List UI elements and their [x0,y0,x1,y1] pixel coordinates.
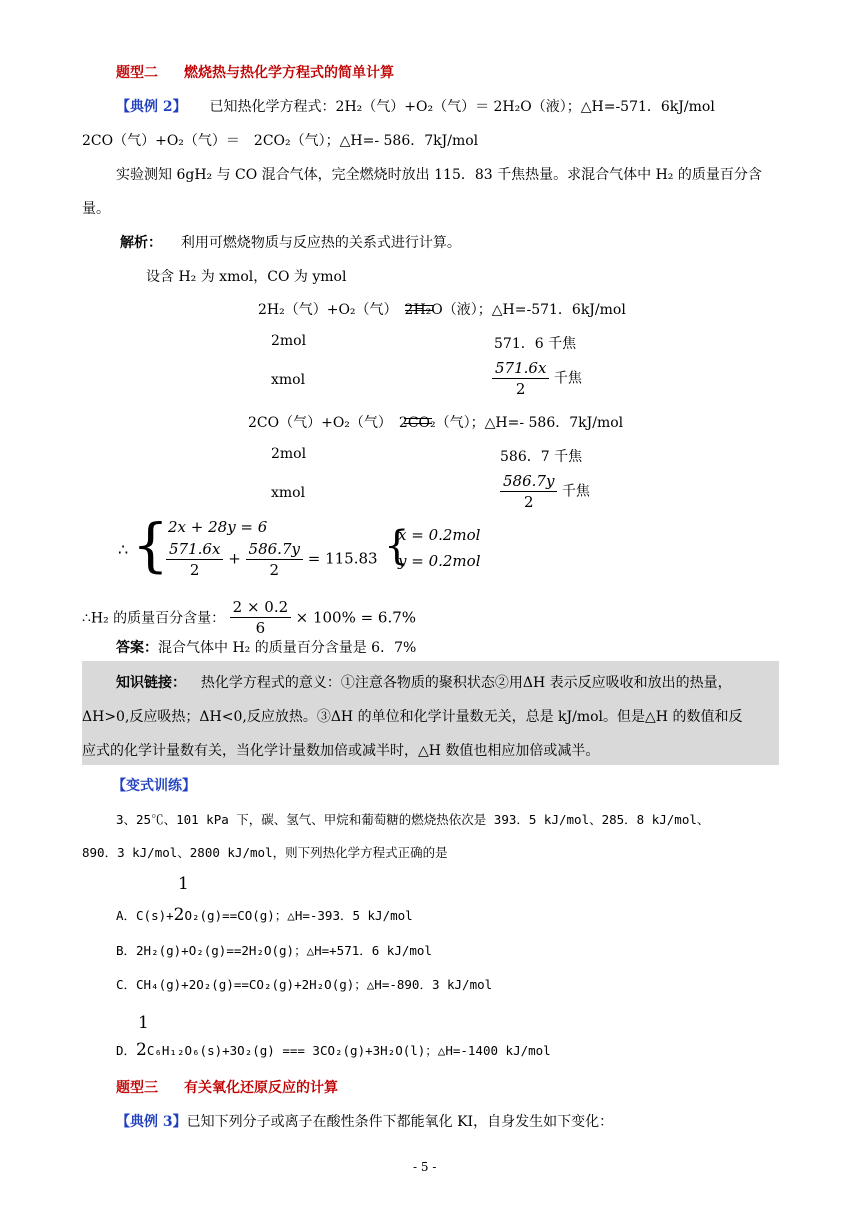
percentage-result: × 100% = 6.7% [295,608,417,627]
reaction-2-heat: 586．7 千焦 [500,449,583,465]
answer-label: 答案： [116,640,158,656]
section-heading [116,1077,338,1097]
equation-2: 2CO（气）+O₂（气）＝ 2CO₂（气）；△H=- 586．7kJ/mol [82,133,479,149]
reaction-1-heat: 571．6 千焦 [494,336,577,352]
reaction-1: 2H₂（气）+O₂（气） 2H₂O（液）；△H=-571．6kJ/mol [258,302,626,318]
half-numerator: 1 [138,1013,149,1033]
reaction-2-mol: 2mol [271,446,307,462]
reaction-2: 2CO（气）+O₂（气） 2CO₂（气）；△H=- 586．7kJ/mol [248,415,624,431]
option-b: B．2H₂(g)+O₂(g)==2H₂O(g)；△H=+571．6 kJ/mol [116,943,432,958]
half-denominator: 2 [173,905,185,925]
percentage-label: ∴H₂ 的质量百分含量： [82,610,226,627]
problem-line-1: 实验测知 6gH₂ 与 CO 混合气体，完全燃烧时放出 115．83 千焦热量。求混合气体中 H₂ 的质量百分含 [116,167,762,183]
option-d-prefix: D． [116,1043,137,1058]
example-label: 【典例 2】 [116,99,187,115]
solution-text: 利用可燃烧物质与反应热的关系式进行计算。 [180,235,461,251]
problem-line-2: 量。 [82,201,110,217]
fraction-denominator: 2 [189,561,200,579]
example-line [116,1111,613,1131]
example-label: 【典例 3】 [116,1114,187,1130]
percentage-line [82,598,416,637]
fraction-denominator: 2 [515,380,526,398]
knowledge-line-1 [116,672,732,692]
option-d [116,1040,551,1060]
reaction-2-fraction [500,472,590,511]
section-label: 题型三 [116,1080,158,1096]
fraction-numerator: 571.6x [166,540,223,560]
heat-unit: 千焦 [561,483,590,500]
therefore-symbol: ∴ [118,540,129,559]
equation-rhs: = 115.83 [307,549,378,568]
option-c: C．CH₄(g)+2O₂(g)==CO₂(g)+2H₂O(g)；△H=-890．3 kJ/mol [116,977,493,992]
option-a-prefix: A．C(s)+ [116,908,174,923]
section-title: 燃烧热与热化学方程式的简单计算 [184,65,394,81]
option-d-text: C₆H₁₂O₆(s)+3O₂(g) === 3CO₂(g)+3H₂O(l)；△H=-1400 kJ/mol [146,1043,551,1058]
equation-1: 已知热化学方程式：2H₂（气）+O₂（气）＝ 2H₂O（液）；△H=-571．6kJ/mol [209,99,715,115]
solution-label: 解析： [120,235,162,251]
assumption: 设含 H₂ 为 xmol，CO 为 ymol [146,269,347,285]
example-line [116,96,715,116]
answer-text: 混合气体中 H₂ 的质量百分含量是 6．7% [158,640,417,656]
reaction-1-fraction [492,359,582,398]
option-a-text: O₂(g)==CO(g)；△H=-393．5 kJ/mol [184,908,413,923]
heat-unit: 千焦 [553,370,582,387]
knowledge-label: 知识链接： [116,675,186,691]
result-y: y = 0.2mol [398,552,481,570]
half-numerator: 1 [178,874,189,894]
fraction-numerator: 2 × 0.2 [230,598,292,618]
knowledge-line-2: ΔH>0,反应吸热；ΔH<0,反应放热。③ΔH 的单位和化学计量数无关，总是 kJ/mol。但是△H 的数值和反 [82,709,743,725]
section-title: 有关氧化还原反应的计算 [184,1080,338,1096]
example-text: 已知下列分子或离子在酸性条件下都能氧化 KI，自身发生如下变化： [186,1114,614,1130]
fraction-denominator: 6 [255,619,266,637]
system-equation-2 [166,540,378,579]
practice-label: 【变式训练】 [112,778,196,794]
fraction-denominator: 2 [523,493,534,511]
fraction-numerator: 586.7y [246,540,303,560]
question-line-1: 3、25℃、101 kPa 下，碳、氢气、甲烷和葡萄糖的燃烧热依次是 393．5 kJ/mol、285．8 kJ/mol、 [116,812,710,827]
fraction-denominator: 2 [269,561,280,579]
reaction-1-xmol: xmol [271,372,306,388]
knowledge-line-3: 应式的化学计量数有关，当化学计量数加倍或减半时，△H 数值也相应加倍或减半。 [82,743,600,759]
plus-sign: + [228,549,241,568]
knowledge-text-1: 热化学方程式的意义：①注意各物质的聚积状态②用ΔH 表示反应吸收和放出的热量， [200,675,732,691]
section-label: 题型二 [116,65,158,81]
fraction-numerator: 571.6x [492,359,549,379]
equals-mark-1 [405,305,433,311]
result-brace: { [384,523,410,569]
result-x: x = 0.2mol [398,526,481,544]
section-heading [116,62,394,82]
answer-line [116,637,416,657]
reaction-1-mol: 2mol [271,333,307,349]
left-brace: { [132,511,169,579]
fraction-numerator: 586.7y [500,472,557,492]
solution-line [120,232,461,252]
equals-mark-2 [404,418,432,424]
page-number: - 5 - [413,1160,437,1174]
system-equation-1: 2x + 28y = 6 [168,518,268,536]
question-line-2: 890．3 kJ/mol、2800 kJ/mol，则下列热化学方程式正确的是 [82,845,448,860]
half-denominator: 2 [136,1040,147,1060]
reaction-2-xmol: xmol [271,485,306,501]
option-a [116,905,413,925]
